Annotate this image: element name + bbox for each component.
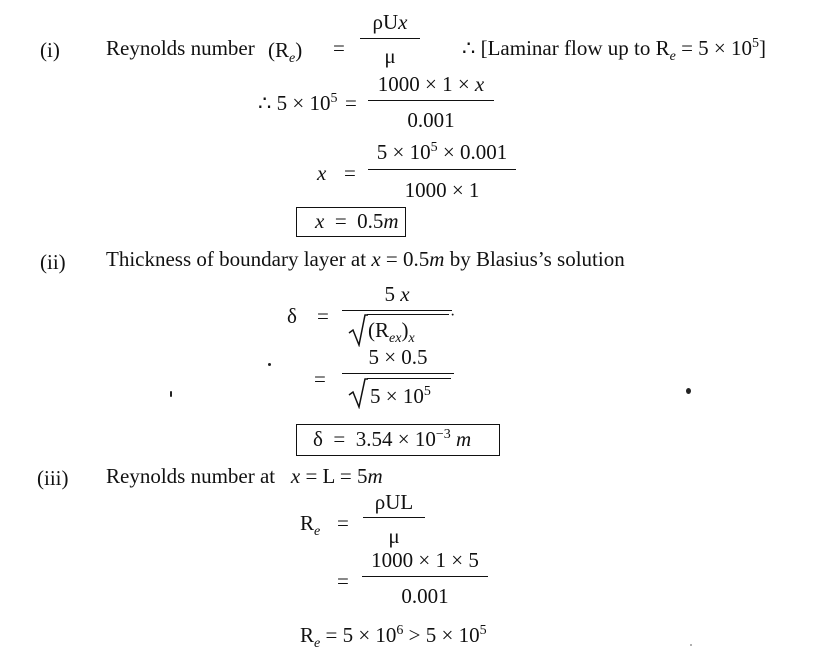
item-marker: (ii) [40, 250, 66, 274]
delta-symbol: δ [287, 304, 297, 328]
reynolds-fraction: ρUL μ [363, 488, 425, 550]
fraction: 5 × 0.5 $5 \times 10^5$ [342, 343, 454, 411]
reynolds-symbol: $R_e$ [300, 511, 321, 540]
equals-sign: = [314, 367, 326, 391]
result-delta: $\delta = 3.54 \times 10^{-3}$ m [313, 427, 472, 451]
blasius-fraction: 5 x $(R_{ex})_x$ [342, 282, 452, 350]
reynolds-symbol: $(R_e)$ [268, 38, 303, 67]
scan-speck [170, 391, 172, 397]
scan-speck [690, 644, 692, 646]
sqrt-icon [348, 377, 368, 409]
fraction: 1000 × 1 × x 0.001 [368, 70, 494, 130]
item-text: Reynolds number at x = L = 5m [106, 464, 383, 488]
equals-sign: = [344, 161, 356, 185]
equals-sign: = [345, 91, 357, 115]
equals-sign: = [333, 36, 345, 60]
variable-x: x [317, 161, 327, 185]
item-marker: (i) [40, 38, 60, 62]
sqrt-icon [348, 313, 368, 347]
fraction: 1000 × 1 × 5 0.001 [362, 546, 488, 608]
scan-speck [268, 363, 271, 366]
equals-sign: = [317, 304, 329, 328]
equation-lhs: ∴ $5 \times 10^5$ [258, 91, 338, 115]
result-x: x = 0.5m [315, 209, 399, 233]
reynolds-fraction: ρUx μ [360, 10, 420, 70]
final-reynolds: $R_e = 5 \times 10^6 > 5 \times 10^5$ [300, 623, 487, 652]
fraction: $5 \times 10^5 \times 0.001$ 1000 × 1 [368, 138, 516, 198]
scan-speck [686, 388, 691, 394]
item-text: Thickness of boundary layer at x = 0.5m by Blasius’s solution [106, 247, 625, 271]
item-text: Reynolds number [106, 36, 255, 60]
equals-sign: = [337, 569, 349, 593]
item-marker: (iii) [37, 466, 69, 490]
laminar-note: ∴ [Laminar flow up to $R_e = 5 \times 10^5$] [462, 36, 766, 65]
equals-sign: = [337, 511, 349, 535]
